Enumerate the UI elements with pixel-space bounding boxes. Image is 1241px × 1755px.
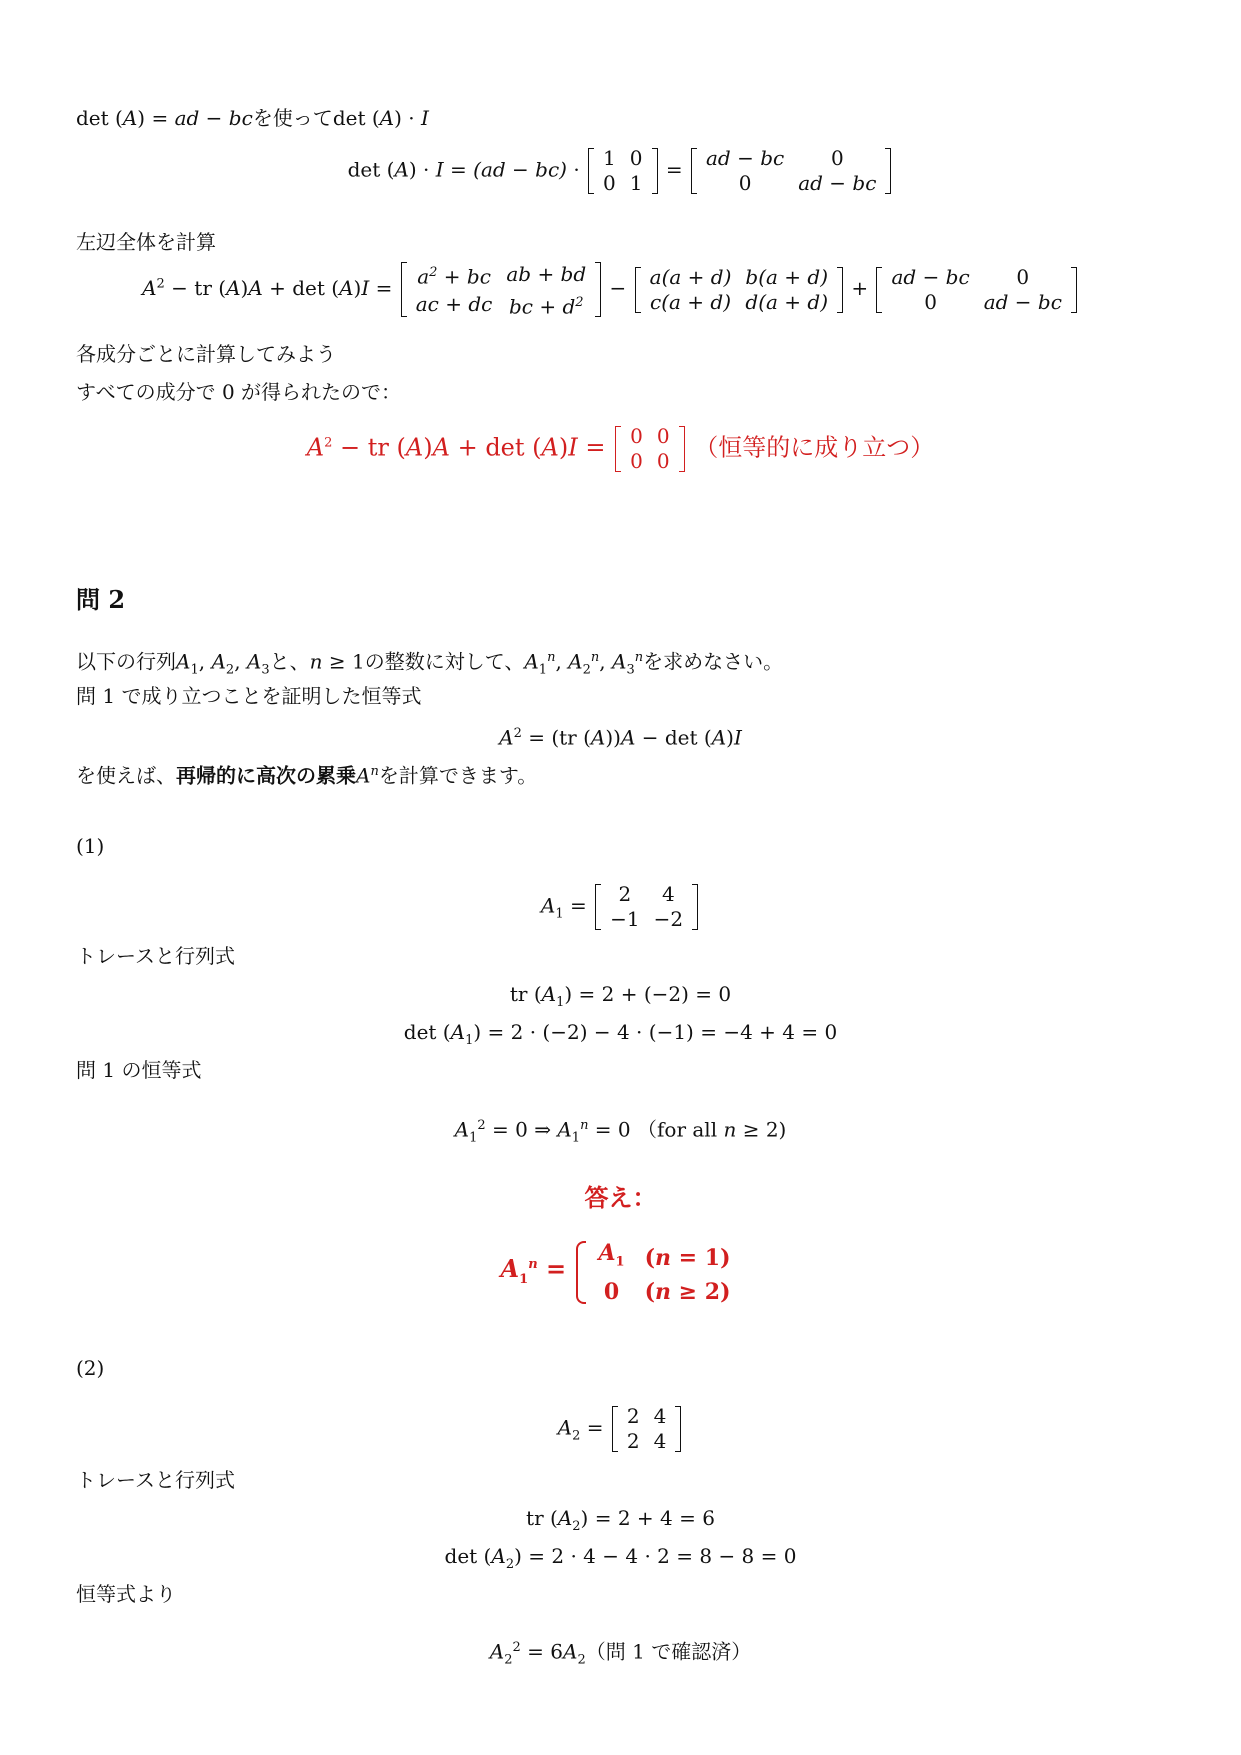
q2-line3-a: を使えば、 — [76, 763, 176, 788]
q2-line1-d: を求めなさい。 — [643, 649, 784, 674]
a1-power-result: $A_1^2 = 0$ ⇒ $A_1^n = 0$ （for all n ≥ 2) — [454, 1117, 787, 1146]
confirmed-note: （問 1 で確認済） — [585, 1639, 752, 1664]
identity-note: （恒等的に成り立つ） — [694, 433, 935, 462]
q2-line1-a: 以下の行列 — [76, 649, 176, 674]
q2-line1-c: の整数に対して、 — [364, 649, 525, 674]
identity-result: $A^2$ − tr (A)A + det (A)I = 0 0 0 0 （恒等的に成り立つ） — [306, 424, 935, 473]
q2-line2: 問 1 で成り立つことを証明した恒等式 — [76, 684, 422, 708]
det-identity-equation: det (A) · I = (ad − bc) · 1 0 0 1 = ad − bc 0 0 ad − bc — [0, 146, 1241, 196]
q2-line3-b: を計算できます。 — [378, 763, 538, 788]
q2-line1-b: と、 — [269, 649, 310, 674]
trace-a2: tr $(A_2) = 2 + 4 = 6$ — [526, 1506, 715, 1534]
answer-cases: $A_1^n$ = $A_1$ (n = 1) 0 (n ≥ 2) — [0, 1238, 1241, 1307]
from-identity-label: 恒等式より — [76, 1582, 176, 1606]
all-zero-text: すべての成分で 0 が得られたので： — [76, 380, 402, 404]
lhs-label: 左辺全体を計算 — [76, 230, 216, 254]
identity-formula: $A^2 = (tr$ (A))A − det (A)I — [499, 725, 742, 750]
q2-line3: を使えば、再帰的に高次の累乗$A^n$を計算できます。 — [76, 763, 538, 788]
part-1-label: (1) — [76, 834, 105, 858]
matrix-a2: $A_2$ = 2 4 2 4 — [0, 1404, 1241, 1454]
intro-text: を使って — [252, 106, 333, 130]
identity-q1-label: 問 1 の恒等式 — [76, 1058, 202, 1082]
answer-label: 答え： — [584, 1183, 657, 1212]
det-a1: $\det (A_1) = 2 \cdot (-2) - 4 \cdot (-1) = -4 + 4 = 0$ — [403, 1020, 838, 1048]
part-2-label: (2) — [76, 1356, 105, 1380]
q2-heading: 問 2 — [76, 585, 126, 614]
a2-square: $A_2^2 = 6A_2$（問 1 で確認済） — [489, 1639, 752, 1668]
for-all-text: （for all — [637, 1117, 718, 1142]
q2-line3-bold: 再帰的に高次の累乗 — [176, 763, 356, 788]
trace-a1: tr $(A_1) = 2 + (-2) = 0$ — [509, 982, 732, 1010]
each-component-text: 各成分ごとに計算してみよう — [76, 342, 336, 366]
lhs-full-equation: $A^2$ − tr (A)A + det (A)I = $a^2$ + bc ab + bd ac + dc bc + $d^2$ − a(a + d) b(a + d) c(a + d) d(a + d) + ad − bc 0 0 ad − bc — [0, 260, 1231, 319]
det-value: (ad − bc) — [473, 157, 567, 182]
q2-line1: 以下の行列$A_1$, $A_2$, $A_3$と、n ≥ 1の整数に対して、$A_1^n$, $A_2^n$, $A_3^n$を求めなさい。 — [76, 649, 784, 678]
intro-line: det (A) = ad − bcを使ってdet (A) · I — [76, 106, 429, 130]
det-a2: $\det (A_2) = 2 \cdot 4 - 4 \cdot 2 = 8 - 8 = 0$ — [444, 1544, 797, 1572]
matrix-a1: $A_1$ = 2 4 −1 −2 — [0, 882, 1241, 932]
trace-det-label-2: トレースと行列式 — [76, 1468, 235, 1492]
trace-det-label-1: トレースと行列式 — [76, 944, 235, 968]
